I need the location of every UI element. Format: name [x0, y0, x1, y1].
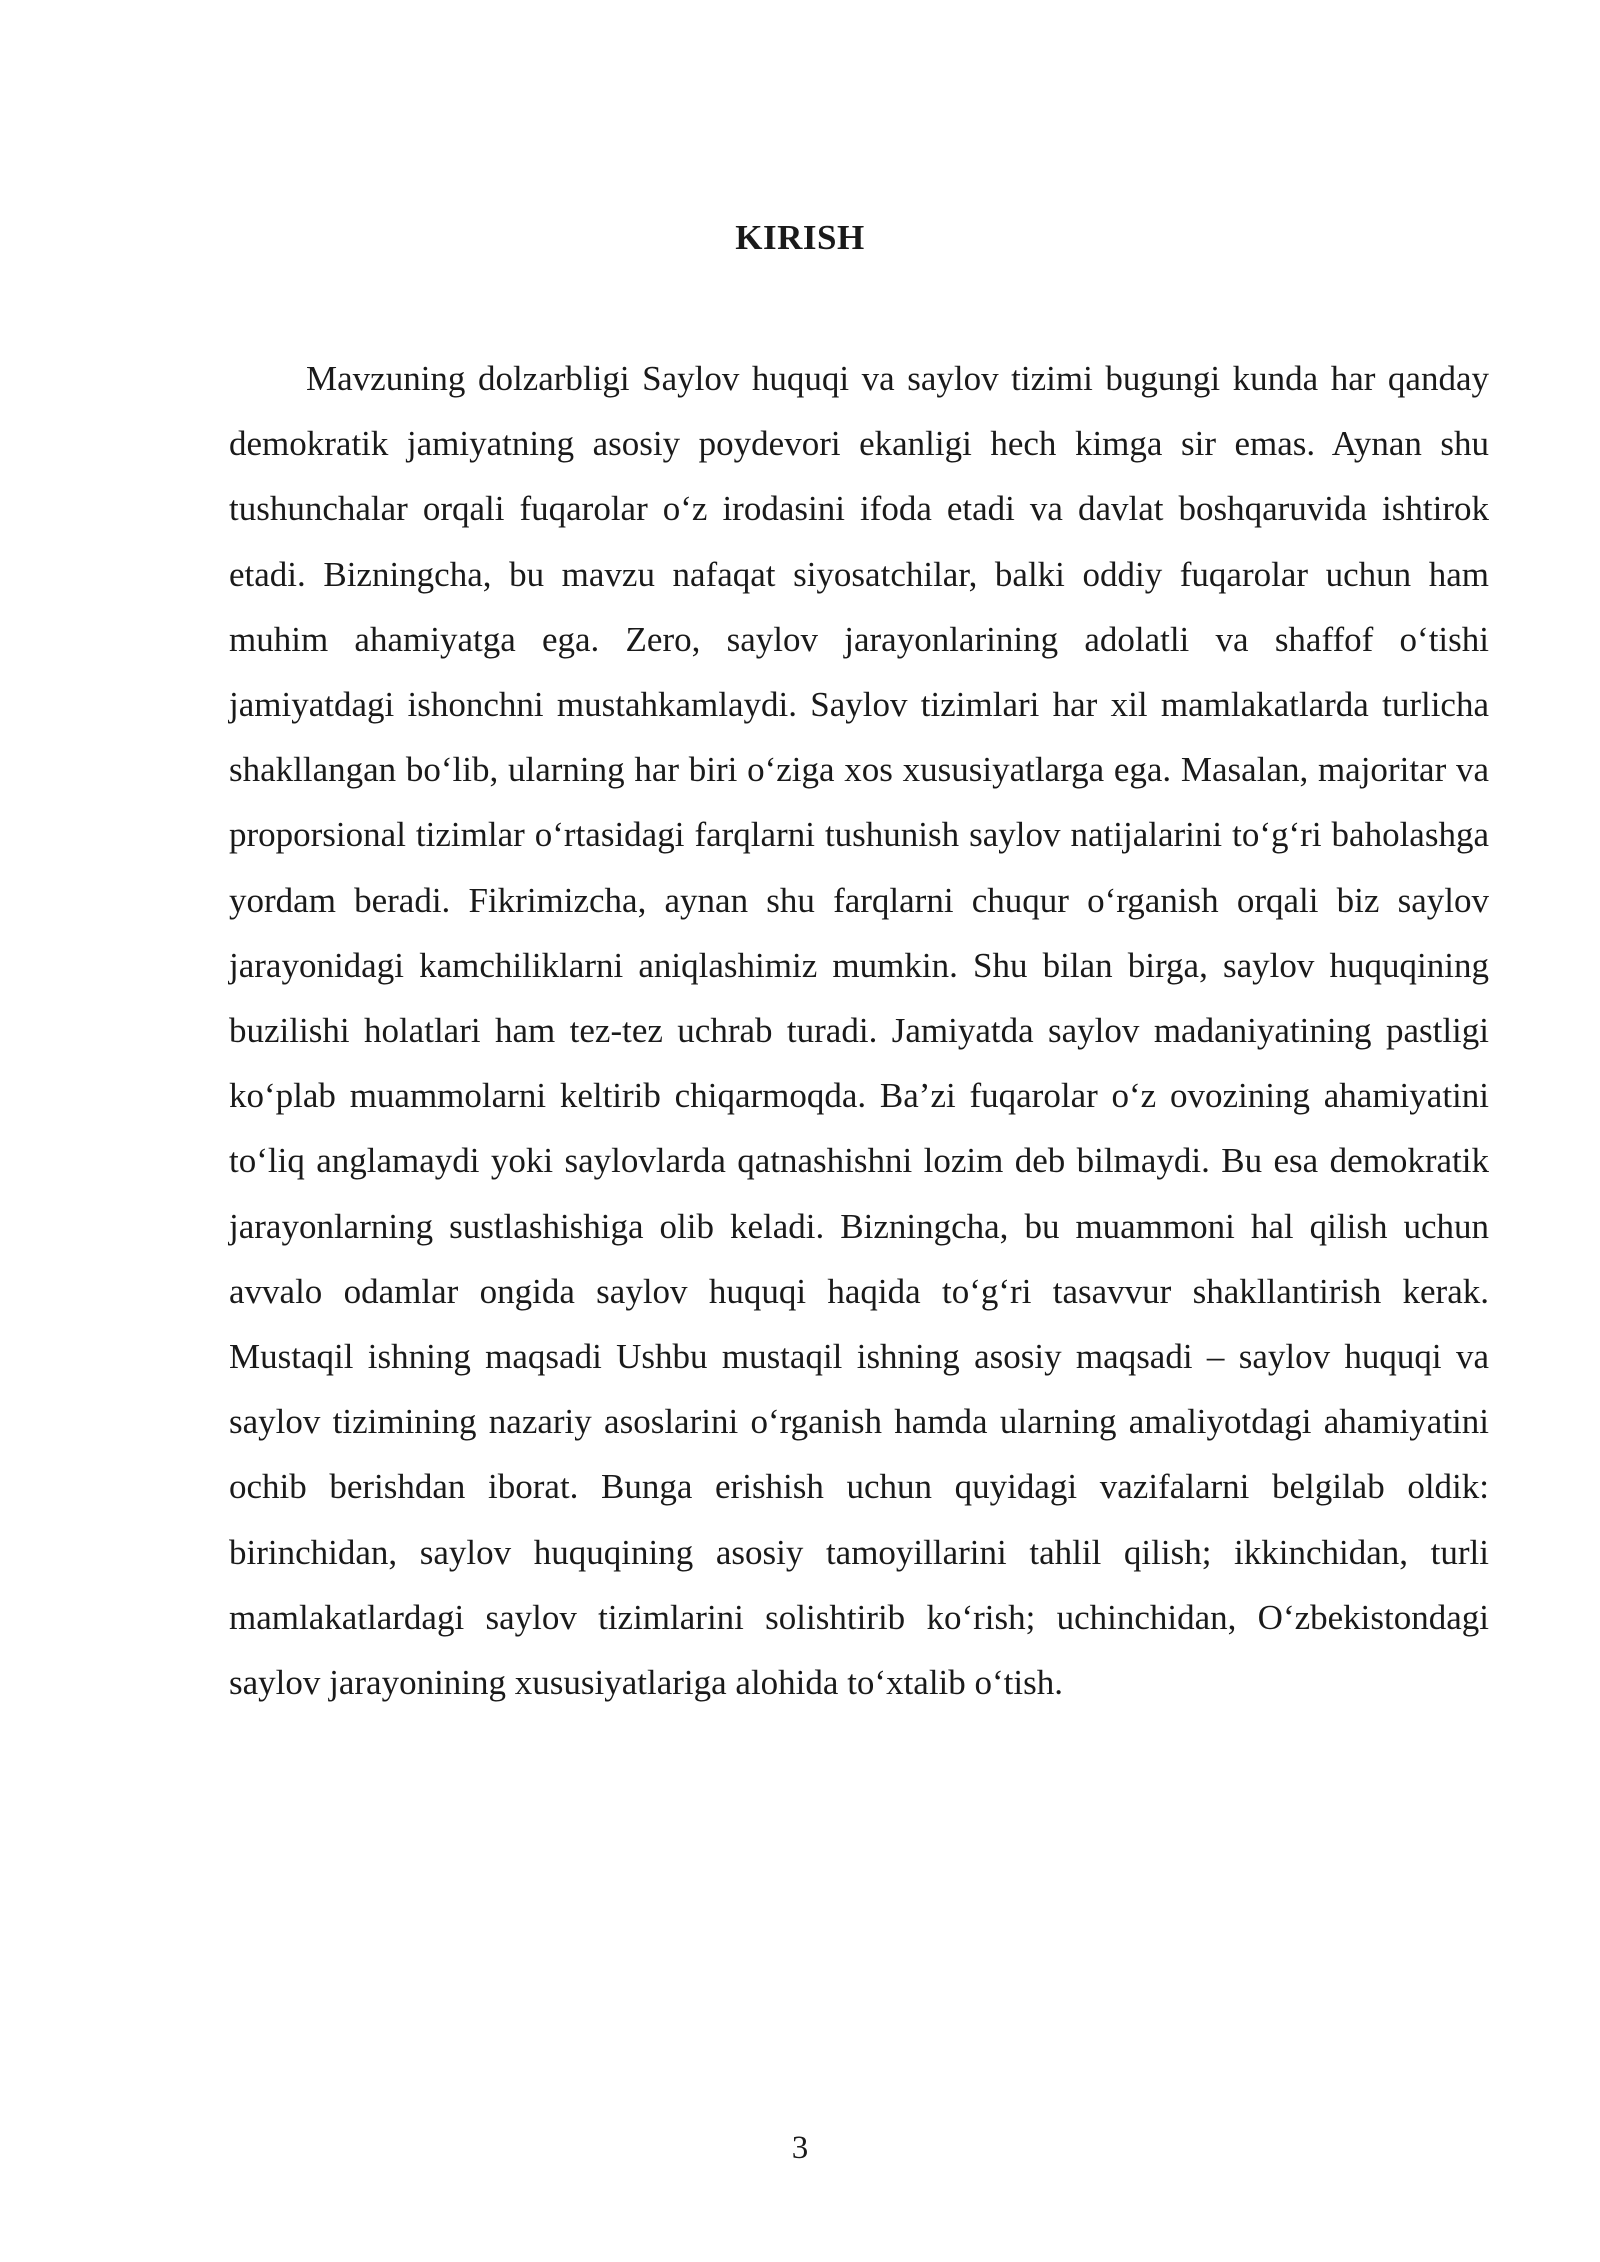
body-paragraph: Mavzuning dolzarbligi Saylov huquqi va saylov tizimi bugungi kunda har qanday demokratik jamiyatning asosiy poydevori ekanligi hech kimga sir emas. Aynan shu tushunchalar orqali fuqarolar o‘z irodasini ifoda etadi va davlat boshqaruvida ishtirok etadi. Bizningcha, bu mavzu nafaqat siyosatchilar, balki oddiy fuqarolar uchun ham muhim ahamiyatga ega. Zero, saylov jarayonlarining adolatli va shaffof o‘tishi jamiyatdagi ishonchni mustahkamlaydi. Saylov tizimlari har xil mamlakatlarda turlicha shakllangan bo‘lib, ularning har biri o‘ziga xos xususiyatlarga ega. Masalan, majoritar va proporsional tizimlar o‘rtasidagi farqlarni tushunish saylov natijalarini to‘g‘ri baholashga yordam beradi. Fikrimizcha, aynan shu farqlarni chuqur o‘rganish orqali biz saylov jarayonidagi kamchiliklarni aniqlashimiz mumkin. Shu bilan birga, saylov huquqining buzilishi holatlari ham tez-tez uchrab turadi. Jamiyatda saylov madaniyatining pastligi ko‘plab muammolarni keltirib chiqarmoqda. Ba’zi fuqarolar o‘z ovozining ahamiyatini to‘liq anglamaydi yoki saylovlarda qatnashishni lozim deb bilmaydi. Bu esa demokratik jarayonlarning sustlashishiga olib keladi. Bizningcha, bu muammoni hal qilish uchun avvalo odamlar ongida saylov huquqi haqida to‘g‘ri tasavvur shakllantirish kerak. Mustaqil ishning maqsadi Ushbu mustaqil ishning asosiy maqsadi – saylov huquqi va saylov tizimining nazariy asoslarini o‘rganish hamda ularning amaliyotdagi ahamiyatini ochib berishdan iborat. Bunga erishish uchun quyidagi vazifalarni belgilab oldik: birinchidan, saylov huquqining asosiy tamoyillarini tahlil qilish; ikkinchidan, turli mamlakatlardagi saylov tizimlarini solishtirib ko‘rish; uchinchidan, O‘zbekistondagi saylov jarayonining xususiyatlariga alohida to‘xtalib o‘tish.	[229, 359, 1489, 1703]
page-title: KIRISH	[735, 218, 865, 257]
page-number: 3	[791, 2130, 809, 2166]
